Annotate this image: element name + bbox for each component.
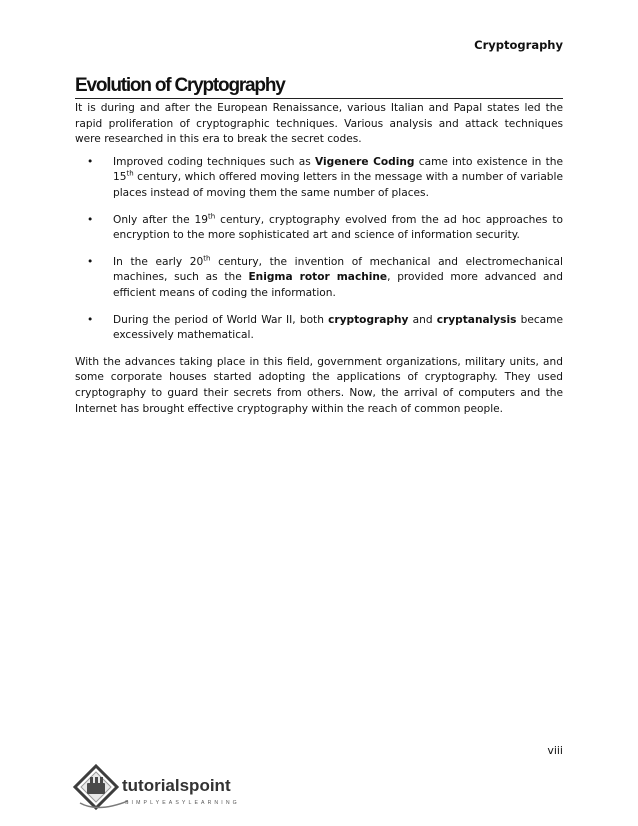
superscript: th <box>208 212 216 221</box>
bullet-icon: • <box>87 213 94 226</box>
tutorialspoint-logo <box>72 763 242 815</box>
list-item: • In the early 20th century, the invention of mechanical and electromechanical machines, such as the Enigma rotor machine, provided more advanced and efficient means of coding the information. <box>87 254 563 299</box>
page-body <box>75 101 563 417</box>
superscript: th <box>126 169 134 178</box>
logo-emblem-icon <box>75 766 128 808</box>
intro-paragraph: It is during and after the European Renaissance, various Italian and Papal states led the rapid proliferation of cryptographic techniques. Various analysis and attack techniques were researched in this era to break the secret codes. <box>75 102 563 146</box>
logo-name: tutorialspoint <box>122 776 231 795</box>
bold-term: Enigma rotor machine <box>248 271 388 284</box>
bold-term: cryptanalysis <box>436 313 517 326</box>
bold-term: cryptography <box>328 313 409 326</box>
running-header: Cryptography <box>474 38 563 52</box>
page-number: viii <box>547 744 563 757</box>
logo-tagline: SIMPLYEASYLEARNING <box>125 800 240 806</box>
superscript: th <box>203 254 211 263</box>
list-item: • Only after the 19th century, cryptography evolved from the ad hoc approaches to encryption to the more sophisticated art and science of information security. <box>87 212 564 242</box>
section-title: Evolution of Cryptography <box>75 75 285 96</box>
title-underline <box>75 98 563 99</box>
list-item: • During the period of World War II, both cryptography and cryptanalysis became excessively mathematical. <box>87 313 563 342</box>
bullet-icon: • <box>87 155 94 168</box>
bold-term: Vigenere Coding <box>315 155 415 168</box>
bullet-icon: • <box>87 255 94 268</box>
closing-paragraph: With the advances taking place in this field, government organizations, military units, and some corporate houses started adopting the applications of cryptography. They used cryptography to guard their secrets from others. Now, the arrival of computers and the Internet has brought effective cryptography within the reach of common people. <box>75 355 563 415</box>
bullet-list <box>75 155 563 344</box>
list-item: • Improved coding techniques such as Vigenere Coding came into existence in the 15th century, which offered moving letters in the message with a number of variable places instead of moving them the same number of places. <box>87 155 563 199</box>
bullet-icon: • <box>87 313 94 326</box>
